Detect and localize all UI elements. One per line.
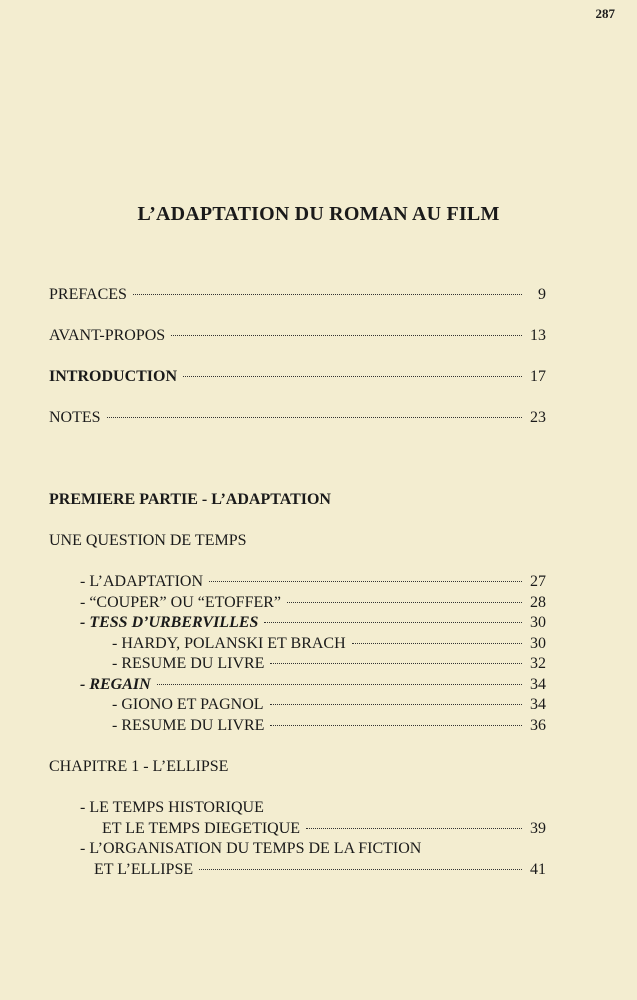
toc-page: 27	[530, 573, 546, 590]
toc-entry	[102, 818, 546, 840]
toc-label: - L’ADAPTATION	[80, 573, 204, 590]
toc-page: 39	[530, 820, 546, 837]
section-heading: UNE QUESTION DE TEMPS	[49, 532, 247, 549]
toc-entry	[112, 694, 546, 716]
toc-label: - TESS D’URBERVILLES	[80, 614, 259, 631]
chapter-heading: CHAPITRE 1 - L’ELLIPSE	[49, 758, 229, 775]
toc-page: 28	[530, 594, 546, 611]
toc-entry	[80, 571, 546, 593]
toc-label: - REGAIN	[80, 676, 151, 693]
toc-label: AVANT-PROPOS	[49, 327, 166, 344]
toc-entry-introduction	[49, 366, 546, 388]
toc-entry	[112, 633, 546, 655]
toc-page: 30	[530, 635, 546, 652]
leader-dots	[352, 643, 522, 644]
toc-entry	[80, 674, 546, 696]
leader-dots	[133, 294, 522, 295]
page-number: 287	[595, 6, 615, 21]
leader-dots	[199, 869, 522, 870]
toc-entry	[112, 715, 546, 737]
toc-entry-line1: - LE TEMPS HISTORIQUE	[80, 799, 264, 816]
toc-page: 30	[530, 614, 546, 631]
toc-entry	[112, 653, 546, 675]
leader-dots	[306, 828, 522, 829]
leader-dots	[107, 417, 522, 418]
toc-label: - RESUME DU LIVRE	[112, 655, 265, 672]
toc-label: - “COUPER” OU “ETOFFER”	[80, 594, 282, 611]
toc-label: NOTES	[49, 409, 101, 426]
toc-label: INTRODUCTION	[49, 368, 178, 385]
toc-entry-prefaces	[49, 284, 546, 306]
toc-page: 36	[530, 717, 546, 734]
toc-entry	[80, 612, 546, 634]
toc-entry-notes	[49, 407, 546, 429]
leader-dots	[287, 602, 522, 603]
leader-dots	[270, 663, 522, 664]
toc-page: 34	[530, 676, 546, 693]
leader-dots	[270, 725, 522, 726]
toc-page: 17	[530, 368, 546, 385]
toc-page: 32	[530, 655, 546, 672]
toc-entry-avant-propos	[49, 325, 546, 347]
toc-entry	[94, 859, 546, 881]
toc-label: - HARDY, POLANSKI ET BRACH	[112, 635, 346, 652]
leader-dots	[270, 704, 522, 705]
toc-label: PREFACES	[49, 286, 127, 303]
leader-dots	[183, 376, 522, 377]
toc-entry-line1: - L’ORGANISATION DU TEMPS DE LA FICTION	[80, 840, 422, 857]
toc-page: 13	[530, 327, 546, 344]
part-heading: PREMIERE PARTIE - L’ADAPTATION	[49, 491, 331, 508]
toc-page: 41	[530, 861, 546, 878]
leader-dots	[157, 684, 522, 685]
toc-page: 9	[538, 286, 546, 303]
toc-label: ET L’ELLIPSE	[94, 861, 194, 878]
leader-dots	[264, 622, 522, 623]
page-title: L’ADAPTATION DU ROMAN AU FILM	[137, 203, 500, 225]
toc-label: ET LE TEMPS DIEGETIQUE	[102, 820, 301, 837]
toc-label: - RESUME DU LIVRE	[112, 717, 265, 734]
leader-dots	[209, 581, 522, 582]
toc-page: 34	[530, 696, 546, 713]
leader-dots	[171, 335, 522, 336]
toc-page: 23	[530, 409, 546, 426]
toc-label: - GIONO ET PAGNOL	[112, 696, 264, 713]
toc-entry	[80, 592, 546, 614]
